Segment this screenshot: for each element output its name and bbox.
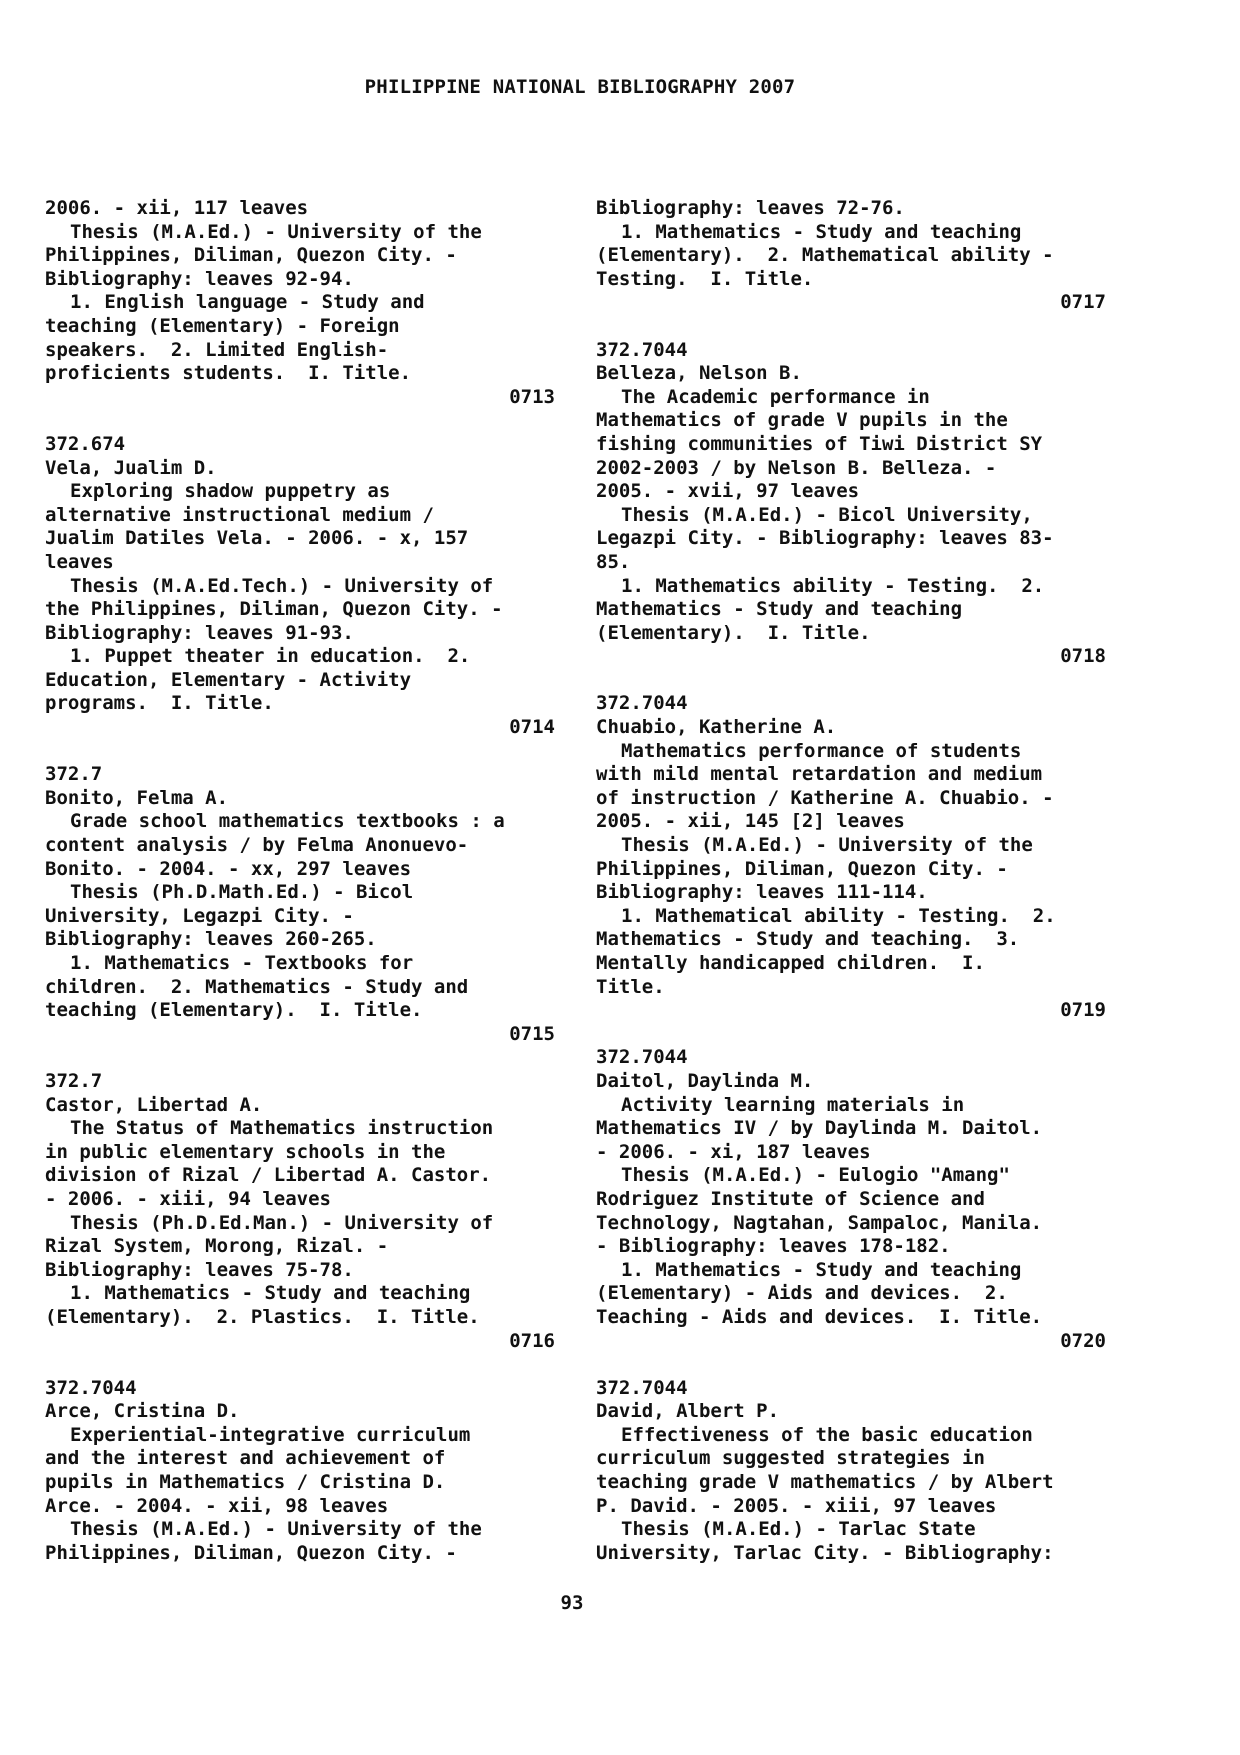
entry-line: Bonito, Felma A. bbox=[45, 786, 229, 809]
entry-number: 0720 bbox=[1060, 1329, 1106, 1352]
entry-line: of instruction / Katherine A. Chuabio. - bbox=[596, 786, 1054, 809]
entry-line: (Elementary). 2. Mathematical ability - bbox=[596, 244, 1054, 267]
entry-line: University, Legazpi City. - bbox=[45, 904, 354, 927]
entry-line: Daitol, Daylinda M. bbox=[596, 1069, 814, 1092]
entry-line: curriculum suggested strategies in bbox=[596, 1447, 985, 1470]
entry-line: Rodriguez Institute of Science and bbox=[596, 1187, 985, 1210]
entry-line: 1. Mathematical ability - Testing. 2. bbox=[621, 904, 1056, 927]
entry-line: and the interest and achievement of bbox=[45, 1447, 446, 1470]
entry-line: proficients students. I. Title. bbox=[45, 362, 412, 385]
entry-separator bbox=[596, 669, 1106, 693]
entry-line: Mathematics - Study and teaching bbox=[596, 598, 963, 621]
entry-line: children. 2. Mathematics - Study and bbox=[45, 975, 469, 998]
entry-line: Jualim Datiles Vela. - 2006. - x, 157 bbox=[45, 527, 469, 550]
entry-line: alternative instructional medium / bbox=[45, 503, 434, 526]
entry-line: Bibliography: leaves 92-94. bbox=[45, 267, 354, 290]
entry-line: Castor, Libertad A. bbox=[45, 1093, 263, 1116]
bibliography-entry bbox=[596, 197, 1106, 315]
entry-line: Belleza, Nelson B. bbox=[596, 362, 802, 385]
entry-line: Grade school mathematics textbooks : a bbox=[70, 810, 505, 833]
entry-line: 372.7 bbox=[45, 763, 103, 786]
entry-line: Activity learning materials in bbox=[621, 1093, 965, 1116]
entry-line: Philippines, Diliman, Quezon City. - bbox=[45, 244, 457, 267]
entry-line: (Elementary). I. Title. bbox=[596, 621, 871, 644]
entry-line: Thesis (M.A.Ed.) - University of the bbox=[70, 1518, 482, 1541]
entry-line: 2006. - xii, 117 leaves bbox=[45, 197, 309, 219]
entry-line: The Status of Mathematics instruction bbox=[70, 1117, 494, 1140]
bibliography-entry bbox=[596, 692, 1106, 1022]
bibliography-entry bbox=[596, 1046, 1106, 1353]
entry-line: - 2006. - xi, 187 leaves bbox=[596, 1140, 871, 1163]
entry-line: David, Albert P. bbox=[596, 1400, 780, 1423]
entry-line: Education, Elementary - Activity bbox=[45, 668, 412, 691]
entry-line: Bibliography: leaves 72-76. bbox=[596, 197, 905, 219]
entry-number: 0719 bbox=[1060, 999, 1106, 1022]
entry-line: Bonito. - 2004. - xx, 297 leaves bbox=[45, 857, 412, 880]
entry-line: 372.7044 bbox=[596, 1376, 688, 1399]
entry-line: 2005. - xvii, 97 leaves bbox=[596, 480, 860, 503]
entry-line: speakers. 2. Limited English- bbox=[45, 338, 389, 361]
entry-line: leaves bbox=[45, 550, 114, 573]
entry-line: Thesis (M.A.Ed.) - University of the bbox=[621, 834, 1033, 857]
entry-line: content analysis / by Felma Anonuevo- bbox=[45, 834, 469, 857]
entry-number: 0716 bbox=[509, 1329, 555, 1352]
entry-line: Thesis (Ph.D.Math.Ed.) - Bicol bbox=[70, 881, 414, 904]
entry-line: Philippines, Diliman, Quezon City. - bbox=[596, 857, 1008, 880]
entry-number: 0713 bbox=[509, 385, 555, 408]
entry-line: Thesis (M.A.Ed.) - Tarlac State bbox=[621, 1518, 976, 1541]
entry-line: 1. Mathematics - Textbooks for bbox=[70, 952, 414, 974]
entry-line: 1. English language - Study and bbox=[70, 291, 425, 314]
entry-line: Bibliography: leaves 260-265. bbox=[45, 928, 377, 951]
entry-separator bbox=[45, 1353, 555, 1377]
entry-line: Thesis (M.A.Ed.) - Bicol University, bbox=[621, 503, 1033, 526]
entry-line: teaching grade V mathematics / by Albert bbox=[596, 1471, 1054, 1494]
entry-line: Technology, Nagtahan, Sampaloc, Manila. bbox=[596, 1211, 1043, 1234]
entry-line: 1. Mathematics ability - Testing. 2. bbox=[621, 574, 1045, 597]
entry-line: 372.7 bbox=[45, 1069, 103, 1092]
entry-line: Arce. - 2004. - xii, 98 leaves bbox=[45, 1494, 389, 1517]
entry-line: 372.674 bbox=[45, 432, 126, 455]
entry-line: Bibliography: leaves 111-114. bbox=[596, 881, 928, 904]
entry-line: Title. bbox=[596, 975, 665, 998]
entry-line: in public elementary schools in the bbox=[45, 1140, 446, 1163]
entry-line: Effectiveness of the basic education bbox=[621, 1423, 1033, 1446]
bibliography-entry bbox=[596, 339, 1106, 669]
entry-line: Teaching - Aids and devices. I. Title. bbox=[596, 1305, 1043, 1328]
entry-separator bbox=[45, 1046, 555, 1070]
bibliography-entry bbox=[596, 1377, 1106, 1566]
entry-line: 372.7044 bbox=[596, 692, 688, 715]
entry-line: - 2006. - xiii, 94 leaves bbox=[45, 1187, 331, 1210]
entry-line: division of Rizal / Libertad A. Castor. bbox=[45, 1164, 492, 1187]
entry-line: Philippines, Diliman, Quezon City. - bbox=[45, 1541, 457, 1564]
entry-line: teaching (Elementary). I. Title. bbox=[45, 999, 423, 1022]
entry-line: Vela, Jualim D. bbox=[45, 456, 217, 479]
entry-line: teaching (Elementary) - Foreign bbox=[45, 314, 400, 337]
entry-line: Mathematics of grade V pupils in the bbox=[596, 409, 1008, 432]
entry-line: The Academic performance in bbox=[621, 385, 930, 408]
entry-line: 2005. - xii, 145 [2] leaves bbox=[596, 810, 905, 833]
entry-line: Bibliography: leaves 75-78. bbox=[45, 1258, 354, 1281]
entry-line: 372.7044 bbox=[45, 1376, 137, 1399]
entry-line: 372.7044 bbox=[596, 338, 688, 361]
bibliography-entry bbox=[45, 1070, 555, 1353]
entry-line: 372.7044 bbox=[596, 1046, 688, 1069]
entry-line: Mathematics - Study and teaching. 3. bbox=[596, 928, 1020, 951]
entry-line: Thesis (M.A.Ed.) - Eulogio "Amang" bbox=[621, 1164, 1010, 1187]
entry-line: 85. bbox=[596, 550, 631, 573]
entry-line: Mathematics performance of students bbox=[621, 739, 1022, 762]
entry-line: Exploring shadow puppetry as bbox=[70, 480, 391, 503]
entry-number: 0714 bbox=[509, 716, 555, 739]
entry-line: Thesis (Ph.D.Ed.Man.) - University of bbox=[70, 1211, 494, 1234]
entry-line: Mathematics IV / by Daylinda M. Daitol. bbox=[596, 1117, 1043, 1140]
left-column bbox=[45, 197, 555, 1565]
entry-line: 1. Mathematics - Study and teaching bbox=[621, 220, 1022, 243]
entry-line: Bibliography: leaves 91-93. bbox=[45, 621, 354, 644]
entry-line: fishing communities of Tiwi District SY bbox=[596, 432, 1043, 455]
entry-line: 1. Puppet theater in education. 2. bbox=[70, 645, 471, 668]
entry-separator bbox=[45, 740, 555, 764]
entry-line: University, Tarlac City. - Bibliography: bbox=[596, 1541, 1054, 1564]
entry-line: (Elementary). 2. Plastics. I. Title. bbox=[45, 1305, 480, 1328]
bibliography-entry bbox=[45, 433, 555, 740]
entry-line: Mentally handicapped children. I. bbox=[596, 952, 985, 974]
entry-line: Thesis (M.A.Ed.) - University of the bbox=[70, 220, 482, 243]
entry-number: 0715 bbox=[509, 1022, 555, 1045]
entry-line: Chuabio, Katherine A. bbox=[596, 716, 837, 739]
entry-line: pupils in Mathematics / Cristina D. bbox=[45, 1471, 446, 1494]
entry-line: - Bibliography: leaves 178-182. bbox=[596, 1235, 951, 1258]
entry-number: 0718 bbox=[1060, 645, 1106, 668]
entry-line: 2002-2003 / by Nelson B. Belleza. - bbox=[596, 456, 997, 479]
bibliography-entry bbox=[45, 763, 555, 1046]
entry-separator bbox=[596, 1353, 1106, 1377]
entry-line: 1. Mathematics - Study and teaching bbox=[621, 1258, 1022, 1281]
entry-line: Experiential-integrative curriculum bbox=[70, 1423, 471, 1446]
entry-line: programs. I. Title. bbox=[45, 692, 274, 715]
entry-number: 0717 bbox=[1060, 291, 1106, 314]
entry-line: (Elementary) - Aids and devices. 2. bbox=[596, 1282, 1008, 1305]
bibliography-entry bbox=[45, 1377, 555, 1566]
entry-line: Arce, Cristina D. bbox=[45, 1400, 240, 1423]
entry-line: the Philippines, Diliman, Quezon City. - bbox=[45, 598, 503, 621]
page-number: 93 bbox=[560, 1592, 584, 1614]
entry-line: Testing. I. Title. bbox=[596, 267, 814, 290]
entry-separator bbox=[596, 1023, 1106, 1047]
entry-line: P. David. - 2005. - xiii, 97 leaves bbox=[596, 1494, 997, 1517]
entry-line: 1. Mathematics - Study and teaching bbox=[70, 1282, 471, 1305]
bibliography-entry bbox=[45, 197, 555, 409]
right-column bbox=[596, 197, 1106, 1565]
entry-separator bbox=[45, 409, 555, 433]
entry-line: Thesis (M.A.Ed.Tech.) - University of bbox=[70, 574, 494, 597]
entry-line: Legazpi City. - Bibliography: leaves 83- bbox=[596, 527, 1054, 550]
entry-line: Rizal System, Morong, Rizal. - bbox=[45, 1235, 389, 1258]
entry-line: with mild mental retardation and medium bbox=[596, 763, 1043, 786]
entry-separator bbox=[596, 315, 1106, 339]
page-header: PHILIPPINE NATIONAL BIBLIOGRAPHY 2007 bbox=[364, 76, 796, 98]
